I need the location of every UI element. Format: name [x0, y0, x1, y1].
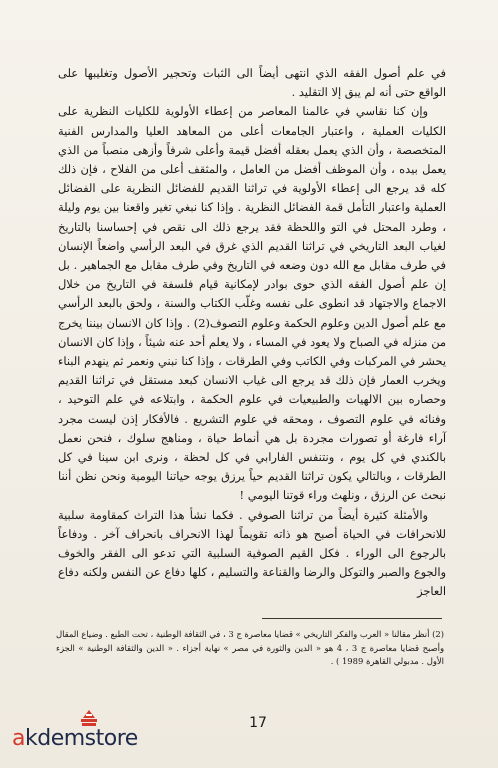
paragraph-3: والأمثلة كثيرة أيضاً من تراثنا الصوفي . فكما نشأ هذا التراث كمقاومة سلبية للانحرافات في الحياة أصبح هو ذاته تقويماً لهذا الانحراف بانحراف آخر . ودفاعاً بالرجوع الى الوراء . فكل القيم الصوفية السلبية التي تدعو الى الفقر والخوف والجوع والصبر والتوكل والرضا والقناعة والتسليم ، كلها دفاع عن النفس ولكنه دفاع العاجز [58, 507, 446, 599]
body-text [58, 64, 446, 602]
paragraph-2: وإن كنا نقاسي في عالمنا المعاصر من إعطاء الأولوية للكليات النظرية على الكليات العملية ، واعتبار الجامعات أعلى من المعاهد العليا والمدارس الفنية المتخصصة ، وأن الذي يعمل بعقله أفضل قيمة وأعلى شرفاً وأزهى منصباً من الذي يعمل بيده ، وأن الموظف أفضل من العامل ، والمثقف أعلى من الفلاح ، فإن ذلك كله قد يرجع الى إعطاء الأولوية في تراثنا القديم للفضائل النظرية على الفضائل العملية واعتبار التأمل قمة الفضائل النظرية . وإذا كنا نبغي تغير واقعنا بين يوم وليلة ، وطرد المحتل في التو واللحظة فقد يرجع ذلك الى نقص في إحساسنا بالتاريخ لغياب البعد التاريخي في تراثنا القديم الذي غرق في البعد الرأسي واضعاً الإنسان في طرف مقابل مع الله دون وضعه في التاريخ وفي طرف مقابل مع الجماهير . بل إن علم أصول الفقه الذي حوى بوادر لإمكانية قيام فلسفة في التاريخ من خلال الاجماع والاجتهاد قد انطوى على نفسه وغلّب الكتاب والسنة ، ولحق بالبعد الرأسي مع علم أصول الدين وعلوم الحكمة وعلوم التصوف(2) . وإذا كان الانسان بيننا يخرج من منزله في الصباح ولا يعود في المساء ، ولا يعلم أحد عنه شيئاً ، وإذا كان الانسان يحشر في المركبات وفي الكاتب وفي الطرقات ، وإذا كنا نبني ونعمر ثم ينهدم البناء ويخرب العمار فإن ذلك قد يرجع الى غياب الانسان كبعد مستقل في تراثنا القديم وحصاره بين الالهيات والطبيعيات في علوم الحكمة ، وابتلاعه في علم التوحيد ، وفنائه في علوم التصوف ، ومحقه في علوم التشريع . فالأفكار إذن ليست مجرد آراء فارغة أو تصورات مجردة بل هي أنماط حياة ، ومناهج سلوك ، فنحن نعمل بالكندي في كل يوم ، ونتنفس الفارابي في كل لحظة ، ونرى ابن سينا في كل الطرقات ، وبالتالي يكون تراثنا القديم حياً يرزق يوجه حياتنا اليومية ونحن نظن أننا نبحث عن الرزق ، ونلهث وراء قوتنا اليومي ! [58, 104, 446, 503]
logo-wordmark: akdemstore [12, 726, 138, 751]
paragraph-1: في علم أصول الفقه الذي انتهى أيضاً الى الثبات وتحجير الأصول وتغليبها على الواقع حتى أنه لم يبق إلا التقليد . [58, 66, 446, 100]
page-number: 17 [249, 715, 267, 731]
akdemstore-logo [12, 708, 172, 752]
book-stack-icon [78, 708, 100, 728]
footnote: (2) أنظر مقالنا « العرب والفكر التاريخي » قضايا معاصرة ج 3 ، في الثقافة الوطنية ، تحت الطبع . وضياع المقال وأصبح قضايا معاصرة ج 3 ، 4 هو « الدين والثورة في مصر » نهاية أجزاء . « الدين والثقافة الوطنية » الجزء الأول . مدبولي القاهرة 1989 ) . [56, 629, 445, 667]
footnote-divider [262, 618, 442, 619]
